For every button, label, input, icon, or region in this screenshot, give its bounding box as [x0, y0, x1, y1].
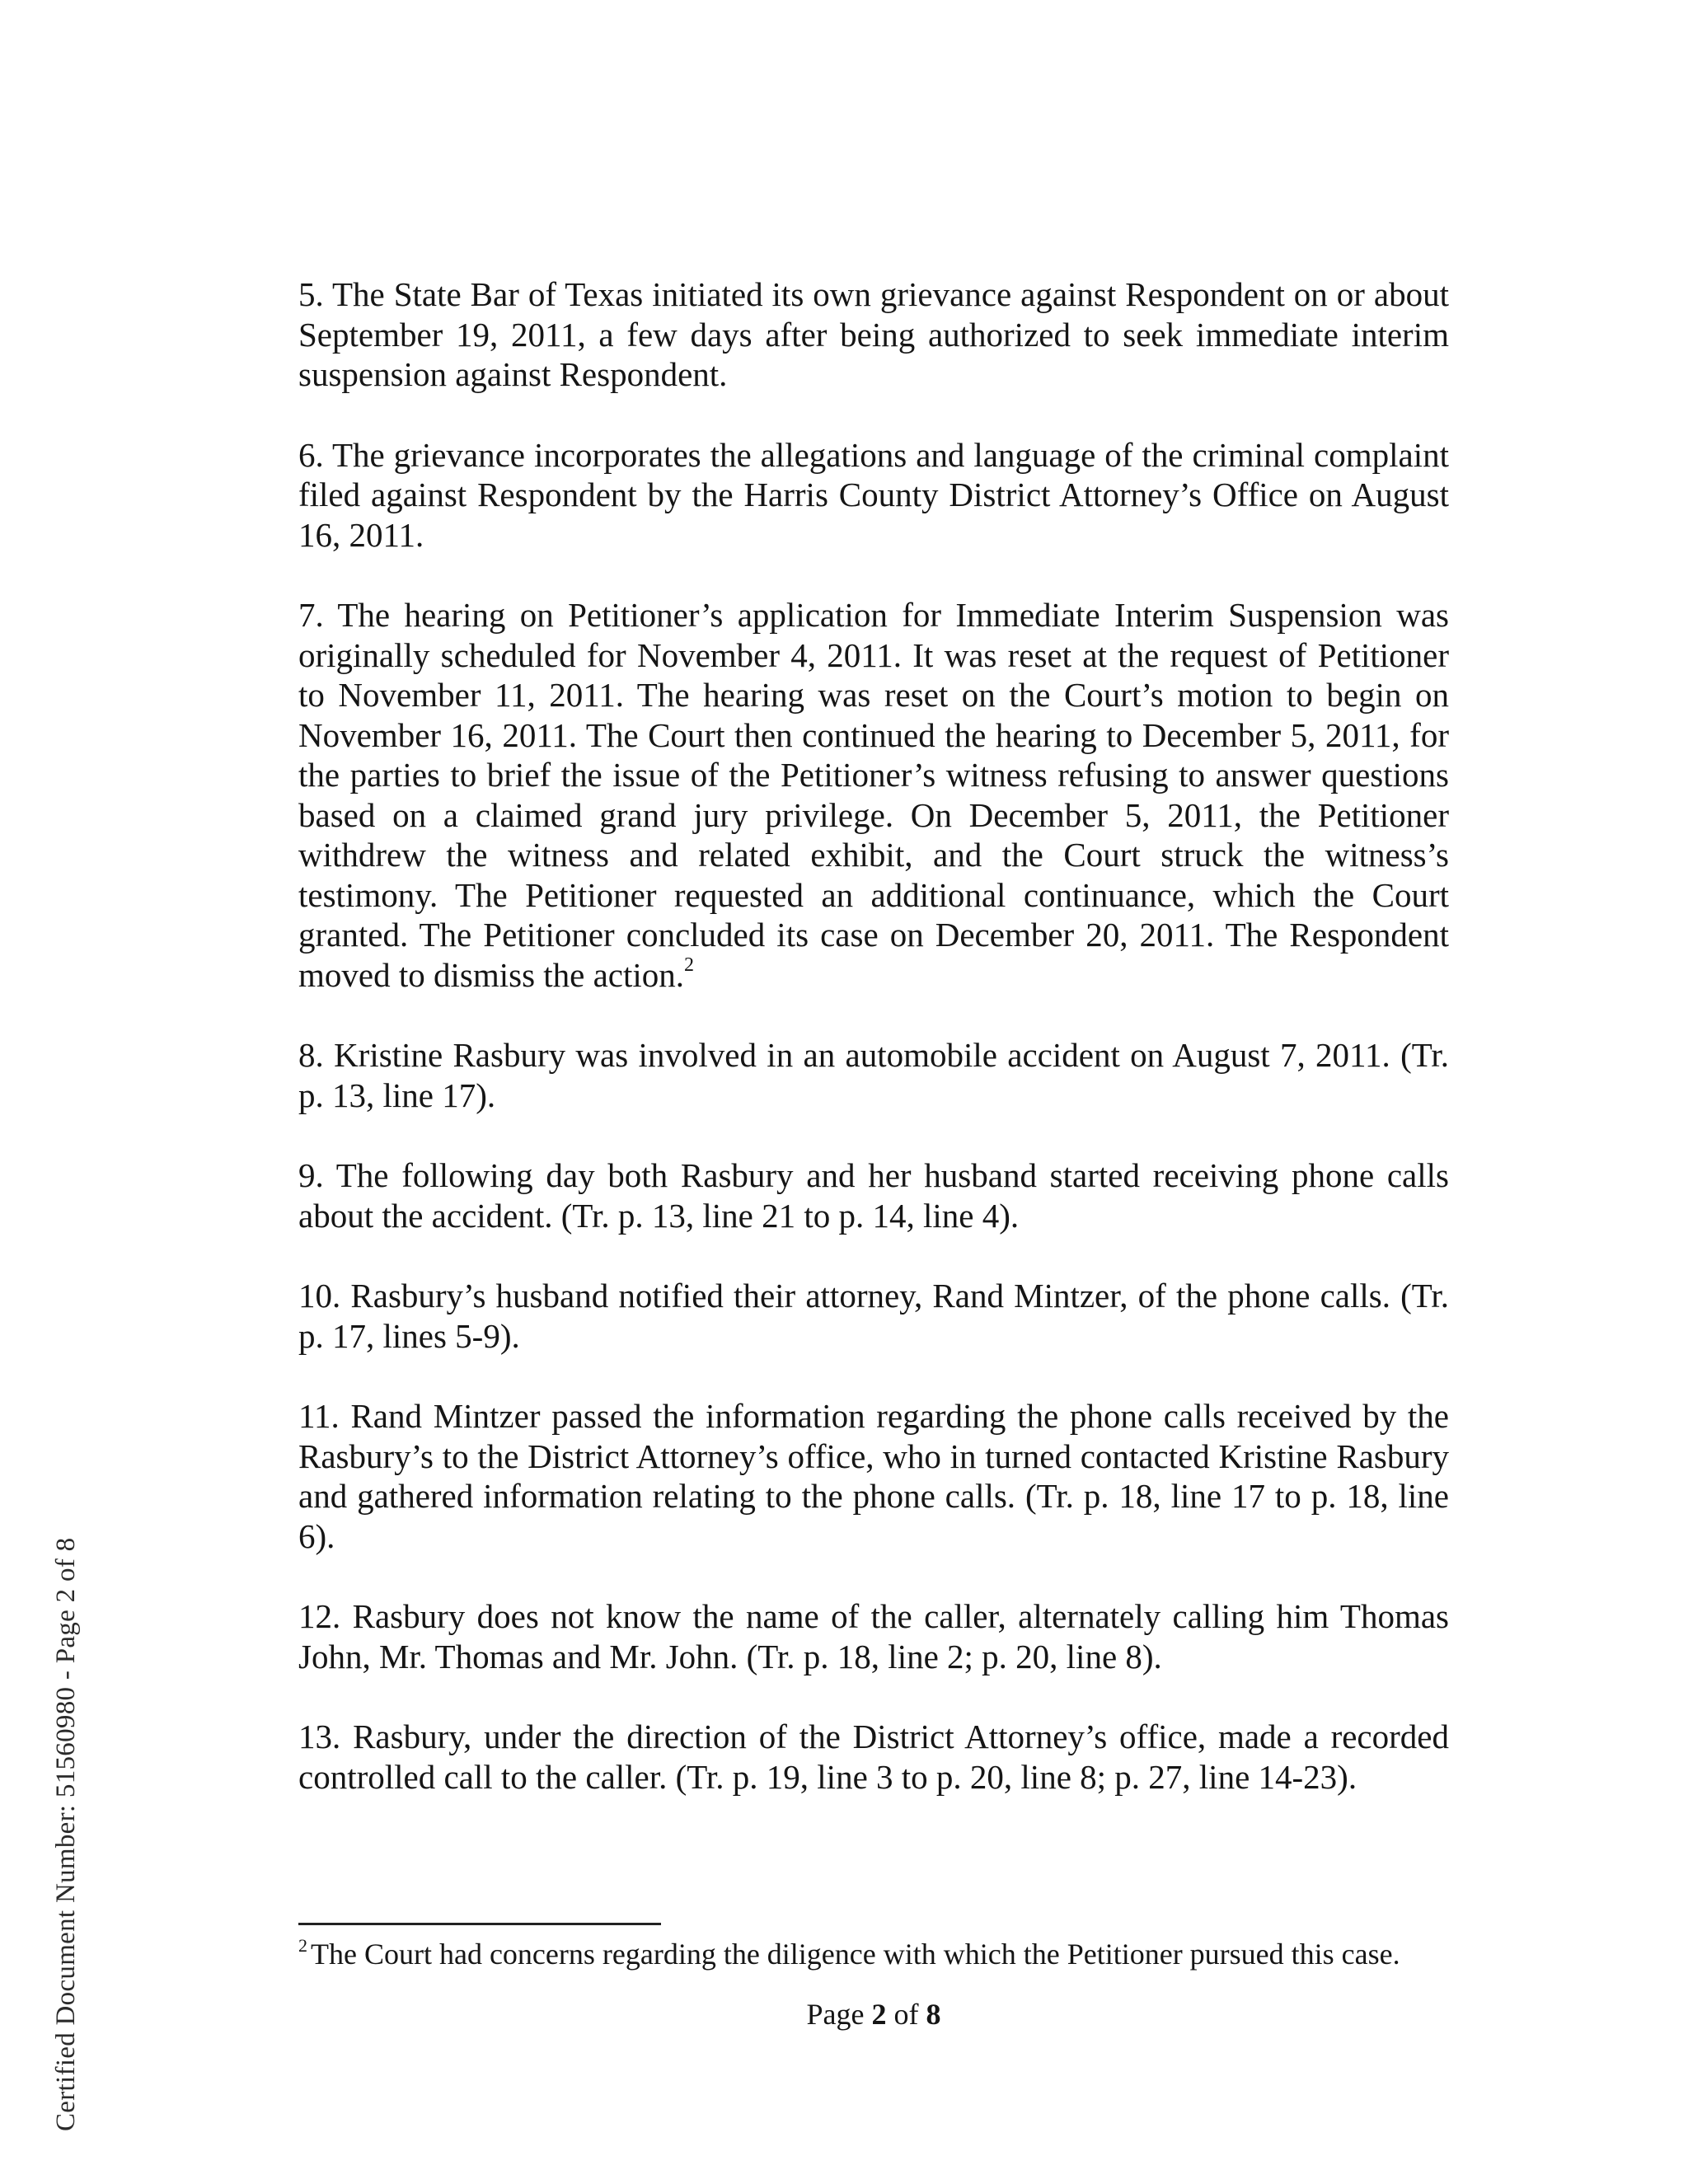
paragraph-text: 8. Kristine Rasbury was involved in an automobile accident on August 7, 2011. (Tr. p. 13, line 17). [298, 1036, 1449, 1114]
paragraph-text: 6. The grievance incorporates the allegations and language of the criminal complaint filed against Respondent by the Harris County District Attorney’s Office on August 16, 2011. [298, 435, 1449, 554]
page-middle: of [886, 1998, 926, 2031]
page-prefix: Page [806, 1998, 872, 2031]
document-body [298, 274, 1449, 1837]
paragraph-text: 5. The State Bar of Texas initiated its own grievance against Respondent on or about September 19, 2011, a few days after being authorized to seek immediate interim suspension against Respondent. [298, 275, 1449, 393]
footnote [298, 1936, 1452, 1972]
page-number [0, 1996, 1688, 2032]
paragraph-6 [298, 435, 1449, 555]
paragraph-text: 11. Rand Mintzer passed the information regarding the phone calls received by the Rasbury’s to the District Attorney’s office, who in turned contacted Kristine Rasbury and gathered information relating to the phone calls. (Tr. p. 18, line 17 to p. 18, line 6). [298, 1397, 1449, 1555]
footnote-number: 2 [298, 1935, 307, 1956]
paragraph-11 [298, 1396, 1449, 1556]
page-current: 2 [871, 1998, 887, 2031]
paragraph-text: 9. The following day both Rasbury and her husband started receiving phone calls about the accident. (Tr. p. 13, line 21 to p. 14, line 4). [298, 1156, 1449, 1235]
paragraph-text: 7. The hearing on Petitioner’s application for Immediate Interim Suspension was originally scheduled for November 4, 2011. It was reset at the request of Petitioner to November 11, 2011. The hearing was reset on the Court’s motion to begin on November 16, 2011. The Court then continued the hearing to December 5, 2011, for the parties to brief the issue of the Petitioner’s witness refusing to answer questions based on a claimed grand jury privilege. On December 5, 2011, the Petitioner withdrew the witness and related exhibit, and the Court struck the witness’s testimony. The Petitioner requested an additional continuance, which the Court granted. The Petitioner concluded its case on December 20, 2011. The Respondent moved to dismiss the action. [298, 596, 1449, 994]
paragraph-8 [298, 1035, 1449, 1115]
certified-document-stamp: Certified Document Number: 51560980 - Page 2 of 8 [51, 1537, 81, 2131]
footnote-text: The Court had concerns regarding the diligence with which the Petitioner pursued this case. [311, 1938, 1400, 1971]
paragraph-12 [298, 1596, 1449, 1676]
paragraph-13 [298, 1717, 1449, 1797]
paragraph-text: 13. Rasbury, under the direction of the District Attorney’s office, made a recorded controlled call to the caller. (Tr. p. 19, line 3 to p. 20, line 8; p. 27, line 14-23). [298, 1718, 1449, 1796]
footnote-separator [298, 1923, 661, 1925]
paragraph-7 [298, 595, 1449, 995]
paragraph-text: 12. Rasbury does not know the name of the caller, alternately calling him Thomas John, Mr. Thomas and Mr. John. (Tr. p. 18, line 2; p. 20, line 8). [298, 1597, 1449, 1675]
footnote-reference: 2 [684, 954, 695, 976]
paragraph-10 [298, 1276, 1449, 1356]
page-total: 8 [926, 1998, 941, 2031]
paragraph-text: 10. Rasbury’s husband notified their attorney, Rand Mintzer, of the phone calls. (Tr. p. 17, lines 5-9). [298, 1277, 1449, 1355]
paragraph-5 [298, 274, 1449, 395]
paragraph-9 [298, 1155, 1449, 1235]
